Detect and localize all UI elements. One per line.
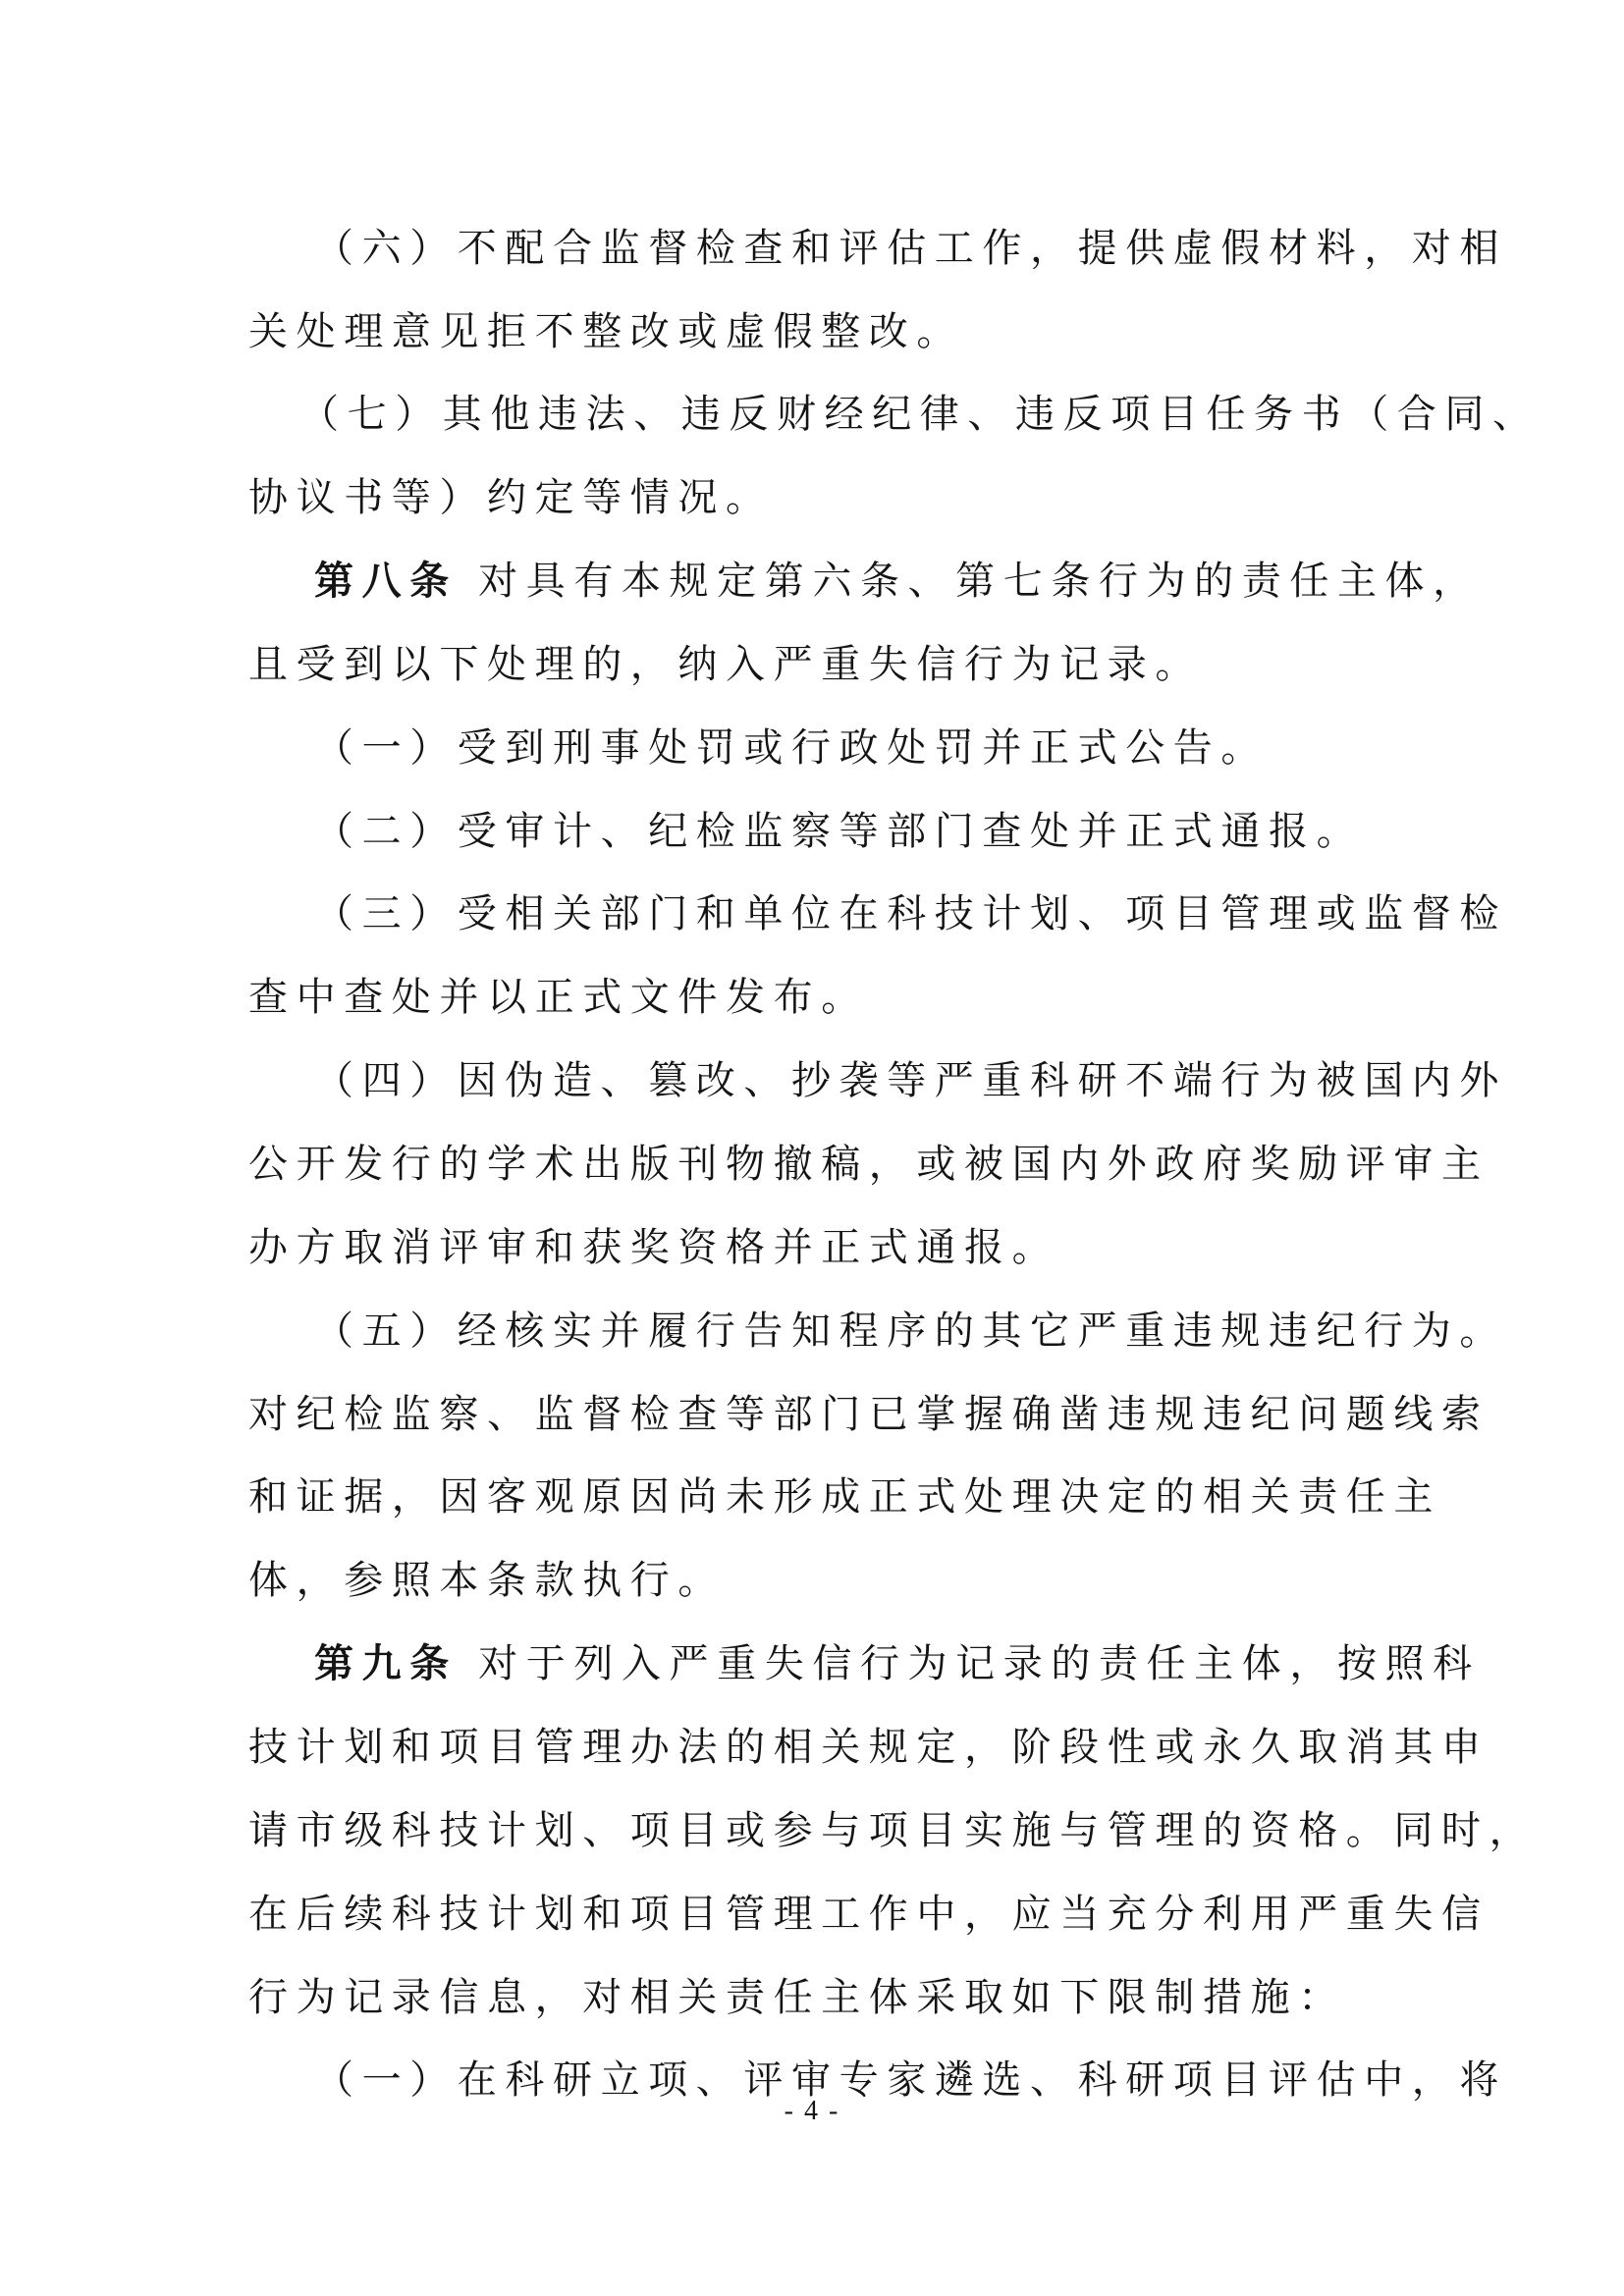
page-number: - 4 - [784, 2096, 840, 2126]
paragraph-line: （四）因伪造、篡改、抄袭等严重科研不端行为被国内外 [314, 1058, 1507, 1103]
paragraph-line: （一）在科研立项、评审专家遴选、科研项目评估中，将 [314, 2057, 1507, 2103]
article-heading: 第九条 [314, 1641, 458, 1686]
paragraph-line: 在后续科技计划和项目管理工作中，应当充分利用严重失信 [248, 1892, 1489, 1937]
paragraph-line: 对纪检监察、监督检查等部门已掌握确凿违规违纪问题线索 [248, 1392, 1489, 1437]
paragraph-line: 且受到以下处理的，纳入严重失信行为记录。 [248, 642, 1203, 687]
paragraph-line: 技计划和项目管理办法的相关规定，阶段性或永久取消其申 [248, 1725, 1489, 1770]
paragraph-line: 体，参照本条款执行。 [248, 1558, 726, 1603]
paragraph-line: 请市级科技计划、项目或参与项目实施与管理的资格。同时， [248, 1808, 1538, 1853]
paragraph-line: （七）其他违法、违反财经纪律、违反项目任务书（合同、 [299, 392, 1541, 437]
paragraph-line: （三）受相关部门和单位在科技计划、项目管理或监督检 [314, 891, 1507, 936]
paragraph-line: 和证据，因客观原因尚未形成正式处理决定的相关责任主 [248, 1474, 1441, 1520]
paragraph-line: 办方取消评审和获奖资格并正式通报。 [248, 1225, 1060, 1270]
paragraph-line: （一）受到刑事处罚或行政处罚并正式公告。 [314, 725, 1269, 771]
article-8-line [314, 547, 1481, 615]
paragraph-line: （二）受审计、纪检监察等部门查处并正式通报。 [314, 809, 1365, 854]
paragraph-line: 关处理意见拒不整改或虚假整改。 [248, 309, 964, 354]
article-heading: 第八条 [314, 559, 458, 604]
paragraph-line: 行为记录信息，对相关责任主体采取如下限制措施： [248, 1975, 1346, 2020]
paragraph-line: （五）经核实并履行告知程序的其它严重违规违纪行为。 [314, 1308, 1507, 1354]
paragraph-line: 查中查处并以正式文件发布。 [248, 975, 869, 1020]
article-text: 对于列入严重失信行为记录的责任主体，按照科 [478, 1641, 1481, 1686]
paragraph-line: （六）不配合监督检查和评估工作，提供虚假材料，对相 [314, 226, 1507, 271]
paragraph-line: 协议书等）约定等情况。 [248, 475, 774, 520]
article-text: 对具有本规定第六条、第七条行为的责任主体， [478, 559, 1481, 604]
article-9-line [314, 1629, 1481, 1698]
paragraph-line: 公开发行的学术出版刊物撤稿，或被国内外政府奖励评审主 [248, 1142, 1489, 1187]
